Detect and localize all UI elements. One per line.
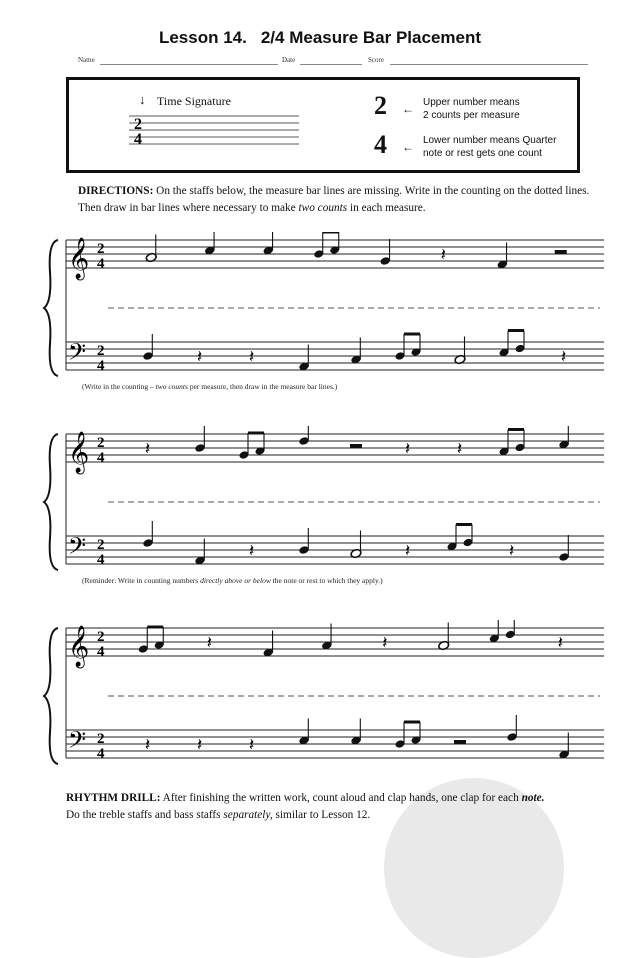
directions-emphasis: two counts (298, 202, 348, 214)
quarter-rest-icon: 𝄽 (457, 439, 463, 459)
directions-text-2: in each measure. (350, 202, 426, 214)
quarter-rest-icon: 𝄽 (206, 633, 212, 653)
lower-explanation-1: Lower number means Quarter (423, 135, 557, 146)
bass-staff (66, 521, 604, 568)
treble-staff (66, 232, 604, 280)
time-sig-bottom: 4 (97, 450, 105, 466)
page-title (0, 28, 640, 48)
left-arrow-icon: ← (402, 140, 414, 154)
bass-staff (66, 331, 604, 375)
date-label: Date (282, 56, 296, 64)
quarter-rest-icon: 𝄽 (405, 541, 411, 561)
brace (44, 628, 58, 764)
counting-note: (Write in the counting – two counts per measure, then draw in the measure bar lines.) (82, 382, 338, 391)
directions (78, 183, 598, 217)
score-field[interactable] (390, 64, 588, 65)
time-sig-top: 2 (97, 343, 105, 359)
directions-text-1: On the staffs below, the measure bar lines are missing. Write in the counting on the dotted lines. Then draw in bar lines where necessary to make (78, 185, 590, 214)
time-sig-top: 2 (97, 629, 105, 645)
bass-staff (66, 715, 604, 762)
lower-number: 4 (374, 130, 387, 159)
quarter-rest-icon: 𝄽 (197, 347, 203, 367)
treble-staff (66, 426, 604, 474)
upper-number: 2 (374, 91, 387, 120)
time-sig-top: 2 (97, 537, 105, 553)
svg-text:2: 2 (134, 116, 142, 133)
music-system-1 (0, 232, 640, 382)
quarter-rest-icon: 𝄽 (440, 245, 446, 265)
treble-clef-icon: 𝄞 (68, 432, 90, 473)
lower-explanation-2: note or rest gets one count (423, 148, 542, 159)
music-system-2 (0, 426, 640, 576)
directions-label: DIRECTIONS: (78, 185, 154, 197)
half-rest-icon (350, 444, 362, 448)
music-system-3 (0, 620, 640, 770)
half-rest-icon (454, 740, 466, 744)
upper-explanation-2: 2 counts per measure (423, 110, 520, 121)
quarter-rest-icon: 𝄽 (145, 439, 151, 459)
name-field[interactable] (100, 64, 278, 65)
time-sig-bottom: 4 (97, 746, 105, 762)
score-label: Score (368, 56, 384, 64)
bass-clef-icon: 𝄢 (68, 726, 87, 759)
quarter-rest-icon: 𝄽 (249, 735, 255, 755)
svg-text:4: 4 (134, 131, 142, 148)
rhythm-drill: RHYTHM DRILL: After finishing the written work, count aloud and clap hands, one clap for each note. Do the treble staffs and bass staffs separately, similar to Lesson 12. (66, 792, 545, 821)
time-sig-top: 2 (97, 435, 105, 451)
quarter-rest-icon: 𝄽 (249, 347, 255, 367)
quarter-rest-icon: 𝄽 (405, 439, 411, 459)
treble-clef-icon: 𝄞 (68, 238, 90, 279)
time-sig-bottom: 4 (97, 358, 105, 374)
date-field[interactable] (300, 64, 362, 65)
quarter-rest-icon: 𝄽 (509, 541, 515, 561)
name-label: Name (78, 56, 95, 64)
time-sig-top: 2 (97, 731, 105, 747)
lesson-title: 2/4 Measure Bar Placement (260, 28, 482, 47)
lesson-number: Lesson 14. (158, 28, 247, 47)
brace (44, 240, 58, 376)
half-rest-icon (555, 250, 567, 254)
quarter-rest-icon: 𝄽 (145, 735, 151, 755)
treble-staff (66, 620, 604, 668)
rhythm-label: RHYTHM DRILL: (66, 792, 161, 804)
time-sig-bottom: 4 (97, 644, 105, 660)
treble-clef-icon: 𝄞 (68, 626, 90, 667)
bass-clef-icon: 𝄢 (68, 338, 87, 371)
quarter-rest-icon: 𝄽 (561, 347, 567, 367)
quarter-rest-icon: 𝄽 (249, 541, 255, 561)
upper-explanation-1: Upper number means (423, 97, 520, 108)
time-signature-box (66, 77, 580, 173)
time-sig-top: 2 (97, 241, 105, 257)
reminder-note: (Reminder: Write in counting numbers directly above or below the note or rest to which they apply.) (82, 576, 383, 585)
ts-label: Time Signature (157, 94, 231, 108)
time-sig-bottom: 4 (97, 552, 105, 568)
brace (44, 434, 58, 570)
down-arrow-icon: ↓ (139, 92, 146, 107)
quarter-rest-icon: 𝄽 (382, 633, 388, 653)
time-sig-bottom: 4 (97, 256, 105, 272)
left-arrow-icon: ← (402, 102, 414, 116)
bass-clef-icon: 𝄢 (68, 532, 87, 565)
quarter-rest-icon: 𝄽 (557, 633, 563, 653)
quarter-rest-icon: 𝄽 (197, 735, 203, 755)
example-staff (129, 114, 299, 150)
